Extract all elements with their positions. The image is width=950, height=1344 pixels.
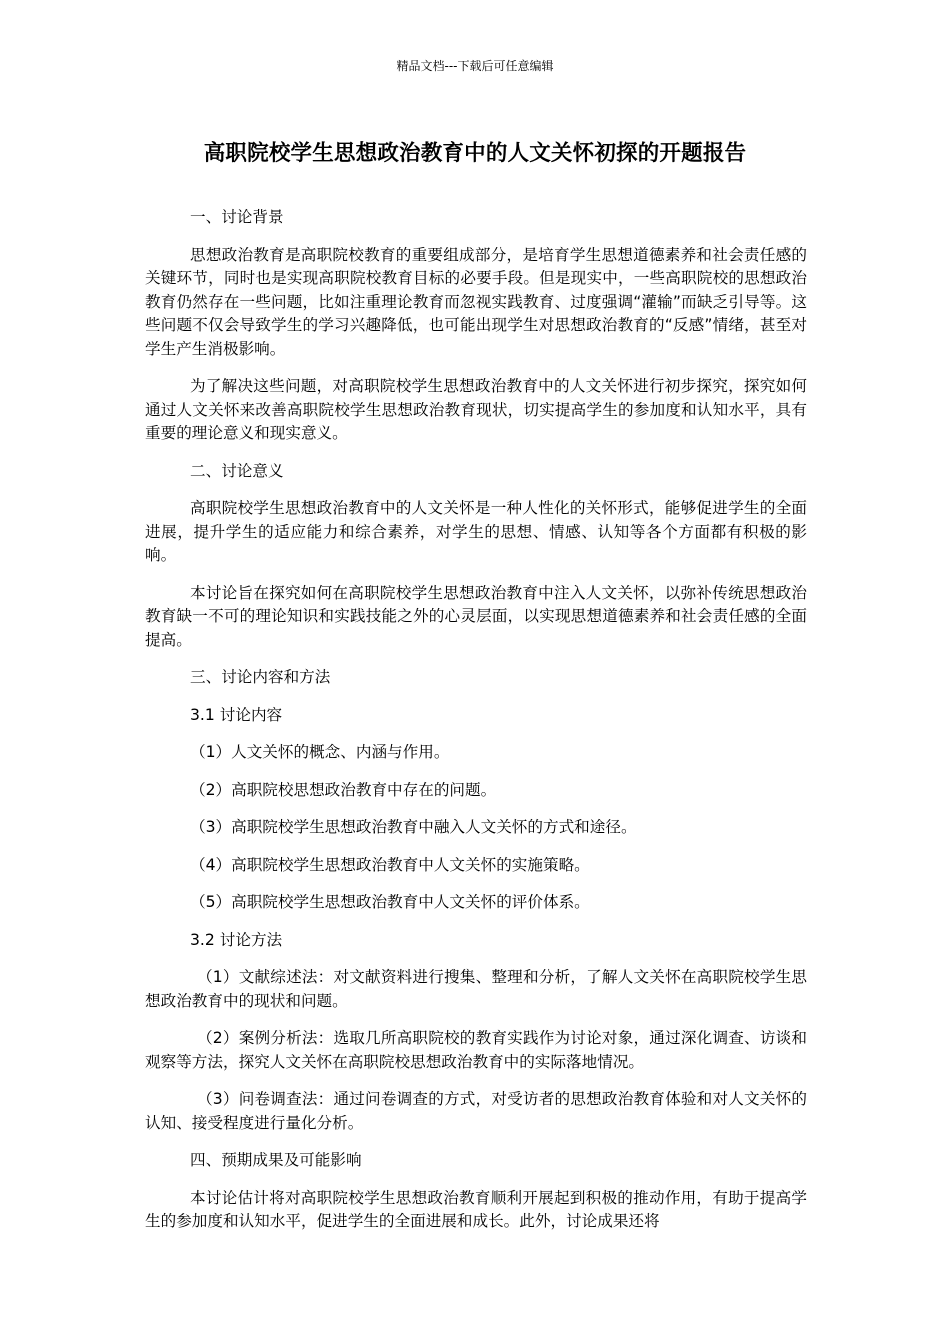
paragraph: 本讨论估计将对高职院校学生思想政治教育顺利开展起到积极的推动作用，有助于提高学生的参加度和认知水平，促进学生的全面进展和成长。此外，讨论成果还将 xyxy=(145,1188,807,1230)
paragraph: 高职院校学生思想政治教育中的人文关怀是一种人性化的关怀形式，能够促进学生的全面进展，提升学生的适应能力和综合素养，对学生的思想、情感、认知等各个方面都有积极的影响。 xyxy=(145,499,807,564)
list-item: （3）高职院校学生思想政治教育中融入人文关怀的方式和途径。 xyxy=(190,818,637,836)
paragraph: 为了解决这些问题，对高职院校学生思想政治教育中的人文关怀进行初步探究，探究如何通过人文关怀来改善高职院校学生思想政治教育现状，切实提高学生的参加度和认知水平，具有重要的理论意义和现实意义。 xyxy=(145,377,807,442)
page-header: 精品文档---下载后可任意编辑 xyxy=(396,59,554,73)
section-heading-expected-results: 四、预期成果及可能影响 xyxy=(190,1151,362,1169)
list-item: （1）文献综述法：对文献资料进行搜集、整理和分析，了解人文关怀在高职院校学生思想政治教育中的现状和问题。 xyxy=(145,968,807,1010)
list-item: （1）人文关怀的概念、内涵与作用。 xyxy=(190,743,450,761)
paragraph: 思想政治教育是高职院校教育的重要组成部分，是培育学生思想道德素养和社会责任感的关键环节，同时也是实现高职院校教育目标的必要手段。但是现实中，一些高职院校的思想政治教育仍然存在一些问题，比如注重理论教育而忽视实践教育、过度强调“灌输”而缺乏引导等。这些问题不仅会导致学生的学习兴趣降低，也可能出现学生对思想政治教育的“反感”情绪，甚至对学生产生消极影响。 xyxy=(145,245,807,358)
document-body xyxy=(145,206,807,1248)
document-title: 高职院校学生思想政治教育中的人文关怀初探的开题报告 xyxy=(203,141,747,166)
paragraph: 本讨论旨在探究如何在高职院校学生思想政治教育中注入人文关怀，以弥补传统思想政治教育缺一不可的理论知识和实践技能之外的心灵层面，以实现思想道德素养和社会责任感的全面提高。 xyxy=(145,583,807,649)
list-item: （2）案例分析法：选取几所高职院校的教育实践作为讨论对象，通过深化调查、访谈和观察等方法，探究人文关怀在高职院校思想政治教育中的实际落地情况。 xyxy=(145,1029,807,1071)
list-item: （4）高职院校学生思想政治教育中人文关怀的实施策略。 xyxy=(190,855,590,874)
section-heading-significance: 二、讨论意义 xyxy=(190,461,284,480)
list-item: （2）高职院校思想政治教育中存在的问题。 xyxy=(190,780,497,799)
list-item: （3）问卷调查法：通过问卷调查的方式，对受访者的思想政治教育体验和对人文关怀的认知、接受程度进行量化分析。 xyxy=(145,1090,807,1132)
list-item: （5）高职院校学生思想政治教育中人文关怀的评价体系。 xyxy=(190,893,590,911)
section-heading-background: 一、讨论背景 xyxy=(190,208,284,226)
section-heading-content-methods: 三、讨论内容和方法 xyxy=(190,668,331,686)
subsection-heading-content: 3.1 讨论内容 xyxy=(190,705,283,724)
subsection-heading-methods: 3.2 讨论方法 xyxy=(190,930,283,949)
